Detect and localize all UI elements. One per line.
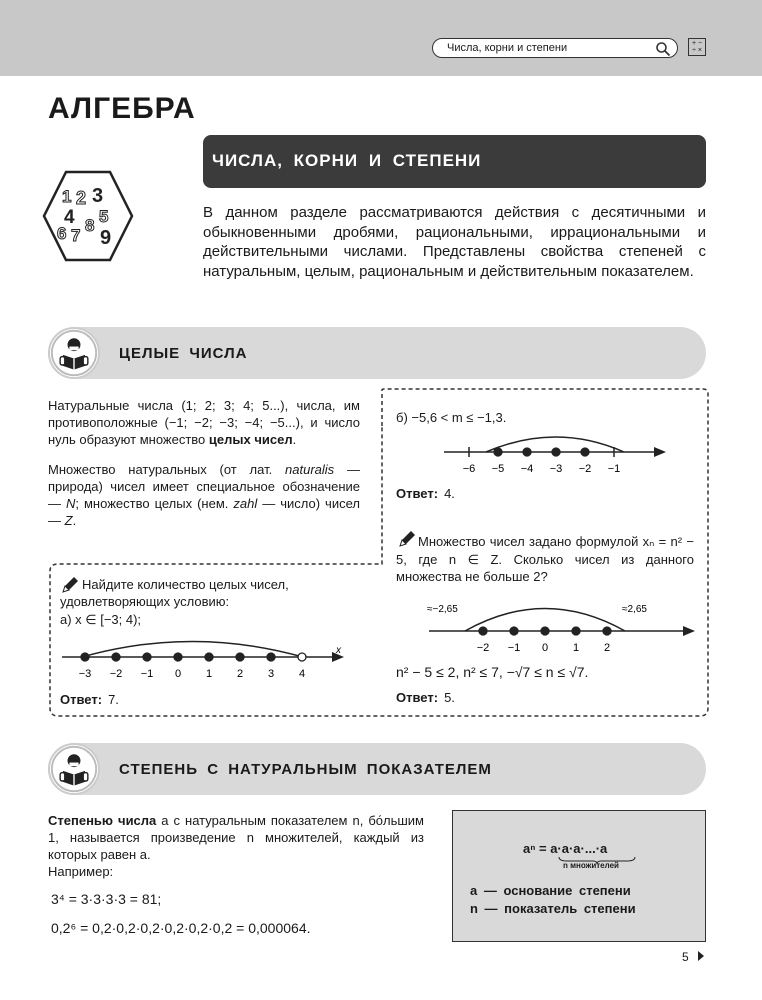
page-number: 5 (682, 950, 689, 964)
number-line-point (112, 653, 120, 661)
tick-label: −2 (476, 642, 490, 654)
number-line-point (174, 653, 182, 661)
search-field[interactable] (432, 38, 678, 58)
hex-digit: 5 (99, 207, 109, 226)
example-label: Например: (48, 864, 114, 879)
task-2-answer: Ответ: 5. (396, 690, 455, 705)
number-line-point (479, 627, 487, 635)
chapter-title-bar (203, 135, 706, 188)
calculator-icon[interactable] (688, 38, 706, 56)
tick-label: 0 (174, 668, 182, 680)
task-2-inequality: n² − 5 ≤ 2, n² ≤ 7, −√7 ≤ n ≤ √7. (396, 664, 589, 680)
task-1a-answer: Ответ: 7. (60, 692, 119, 707)
approx-left-label: ≈−2,65 (427, 604, 458, 615)
hex-digit: 9 (100, 227, 112, 249)
power-definition-text: Степенью числа a с натуральным показателем n, бо́льшим 1, называется произведение n множителей, каждый из которых равен a. (48, 813, 424, 862)
formula-caption: n множителей (563, 861, 619, 870)
tick-label: 0 (541, 642, 549, 654)
page-title: АЛГЕБРА (48, 92, 196, 125)
task-2-statement: Множество чисел задано формулой xₙ = n² − 5, где n ∈ Z. Сколько чисел из данного множества не больше 2? (396, 534, 694, 584)
number-line-point (143, 653, 151, 661)
task-1b-answer: Ответ: 4. (396, 486, 455, 501)
reader-icon (48, 743, 100, 795)
tick-label: −2 (109, 668, 123, 680)
search-text: Числа, корни и степени (447, 42, 568, 54)
tick-label: 3 (267, 668, 275, 680)
axis-label: x (336, 645, 341, 656)
tick-label: 1 (572, 642, 580, 654)
number-line-task-1a (60, 632, 360, 688)
numbers-hexagon-icon (40, 168, 136, 264)
number-line-point (541, 627, 549, 635)
number-line-point (205, 653, 213, 661)
number-line-point (603, 627, 611, 635)
notation-paragraph: Множество натуральных (от лат. naturalis — природа) чисел имеет специальное обозначение — N; множество целых (нем. zahl — число) чисел — Z. (48, 462, 360, 528)
number-line-point (494, 448, 502, 456)
hex-digit: 2 (76, 188, 87, 208)
number-line-point (510, 627, 518, 635)
tick-label: −6 (462, 463, 476, 475)
number-line-point (236, 653, 244, 661)
tick-label: −1 (607, 463, 621, 475)
section-title: ЦЕЛЫЕ ЧИСЛА (119, 345, 248, 362)
tick-label: −2 (578, 463, 592, 475)
top-bar (0, 0, 762, 76)
next-page-arrow-icon[interactable] (698, 951, 704, 961)
number-line-point (267, 653, 275, 661)
chapter-title: ЧИСЛА, КОРНИ И СТЕПЕНИ (212, 151, 482, 170)
base-definition: a — основание степени (470, 883, 631, 898)
power-definition (48, 812, 424, 880)
number-line-point (298, 653, 306, 661)
reader-icon (48, 327, 100, 379)
search-icon[interactable] (655, 41, 671, 57)
number-line-point (523, 448, 531, 456)
tick-label: 2 (236, 668, 244, 680)
section-header-powers (48, 743, 706, 795)
tick-label: −4 (520, 463, 534, 475)
tick-label: −1 (140, 668, 154, 680)
section-title: СТЕПЕНЬ С НАТУРАЛЬНЫМ ПОКАЗАТЕЛЕМ (119, 761, 492, 778)
tick-label: 2 (603, 642, 611, 654)
task-1-statement: Найдите количество целых чисел, удовлетворяющих условию: (60, 577, 289, 609)
calc-symbols: + − ÷ × (691, 40, 703, 54)
tick-label: −3 (78, 668, 92, 680)
exponent-definition: n — показатель степени (470, 901, 636, 916)
number-line-point (552, 448, 560, 456)
chapter-intro: В данном разделе рассматриваются действия с десятичными и обыкновенными дробями, рациональными, иррациональными и действительными числами. Представлены свойства степеней с натуральным, целым, рациональным и действительным показателем. (203, 204, 706, 280)
tick-label: −5 (491, 463, 505, 475)
integers-paragraph: Натуральные числа (1; 2; 3; 4; 5...), числа, им противоположные (−1; −2; −3; −4; −5...), и число нуль образуют множество целых чисел. (48, 398, 360, 447)
tick-label: 1 (205, 668, 213, 680)
task-1b-condition: б) −5,6 < m ≤ −1,3. (396, 410, 507, 425)
number-line-point (81, 653, 89, 661)
number-line-point (581, 448, 589, 456)
hex-digit: 6 (57, 224, 67, 243)
hex-digit: 3 (92, 185, 104, 207)
example-2: 0,2⁶ = 0,2·0,2·0,2·0,2·0,2·0,2 = 0,000064. (51, 920, 311, 936)
task-1a-condition: а) x ∈ [−3; 4); (60, 612, 142, 627)
hex-digit: 7 (71, 226, 81, 245)
hex-digit: 8 (85, 216, 95, 235)
power-formula-box (452, 810, 706, 942)
power-formula: aⁿ = a·a·a·...·a (523, 841, 608, 856)
tick-label: −1 (507, 642, 521, 654)
tick-label: 4 (298, 668, 306, 680)
tick-label: −3 (549, 463, 563, 475)
approx-right-label: ≈2,65 (622, 604, 647, 615)
number-line-task-1b (440, 428, 672, 478)
section-header-integers (48, 327, 706, 379)
number-line-task-2 (425, 598, 700, 656)
example-1: 3⁴ = 3·3·3·3 = 81; (51, 891, 162, 907)
hex-digit: 1 (62, 187, 72, 206)
hex-digit: 4 (64, 207, 75, 228)
number-line-point (572, 627, 580, 635)
